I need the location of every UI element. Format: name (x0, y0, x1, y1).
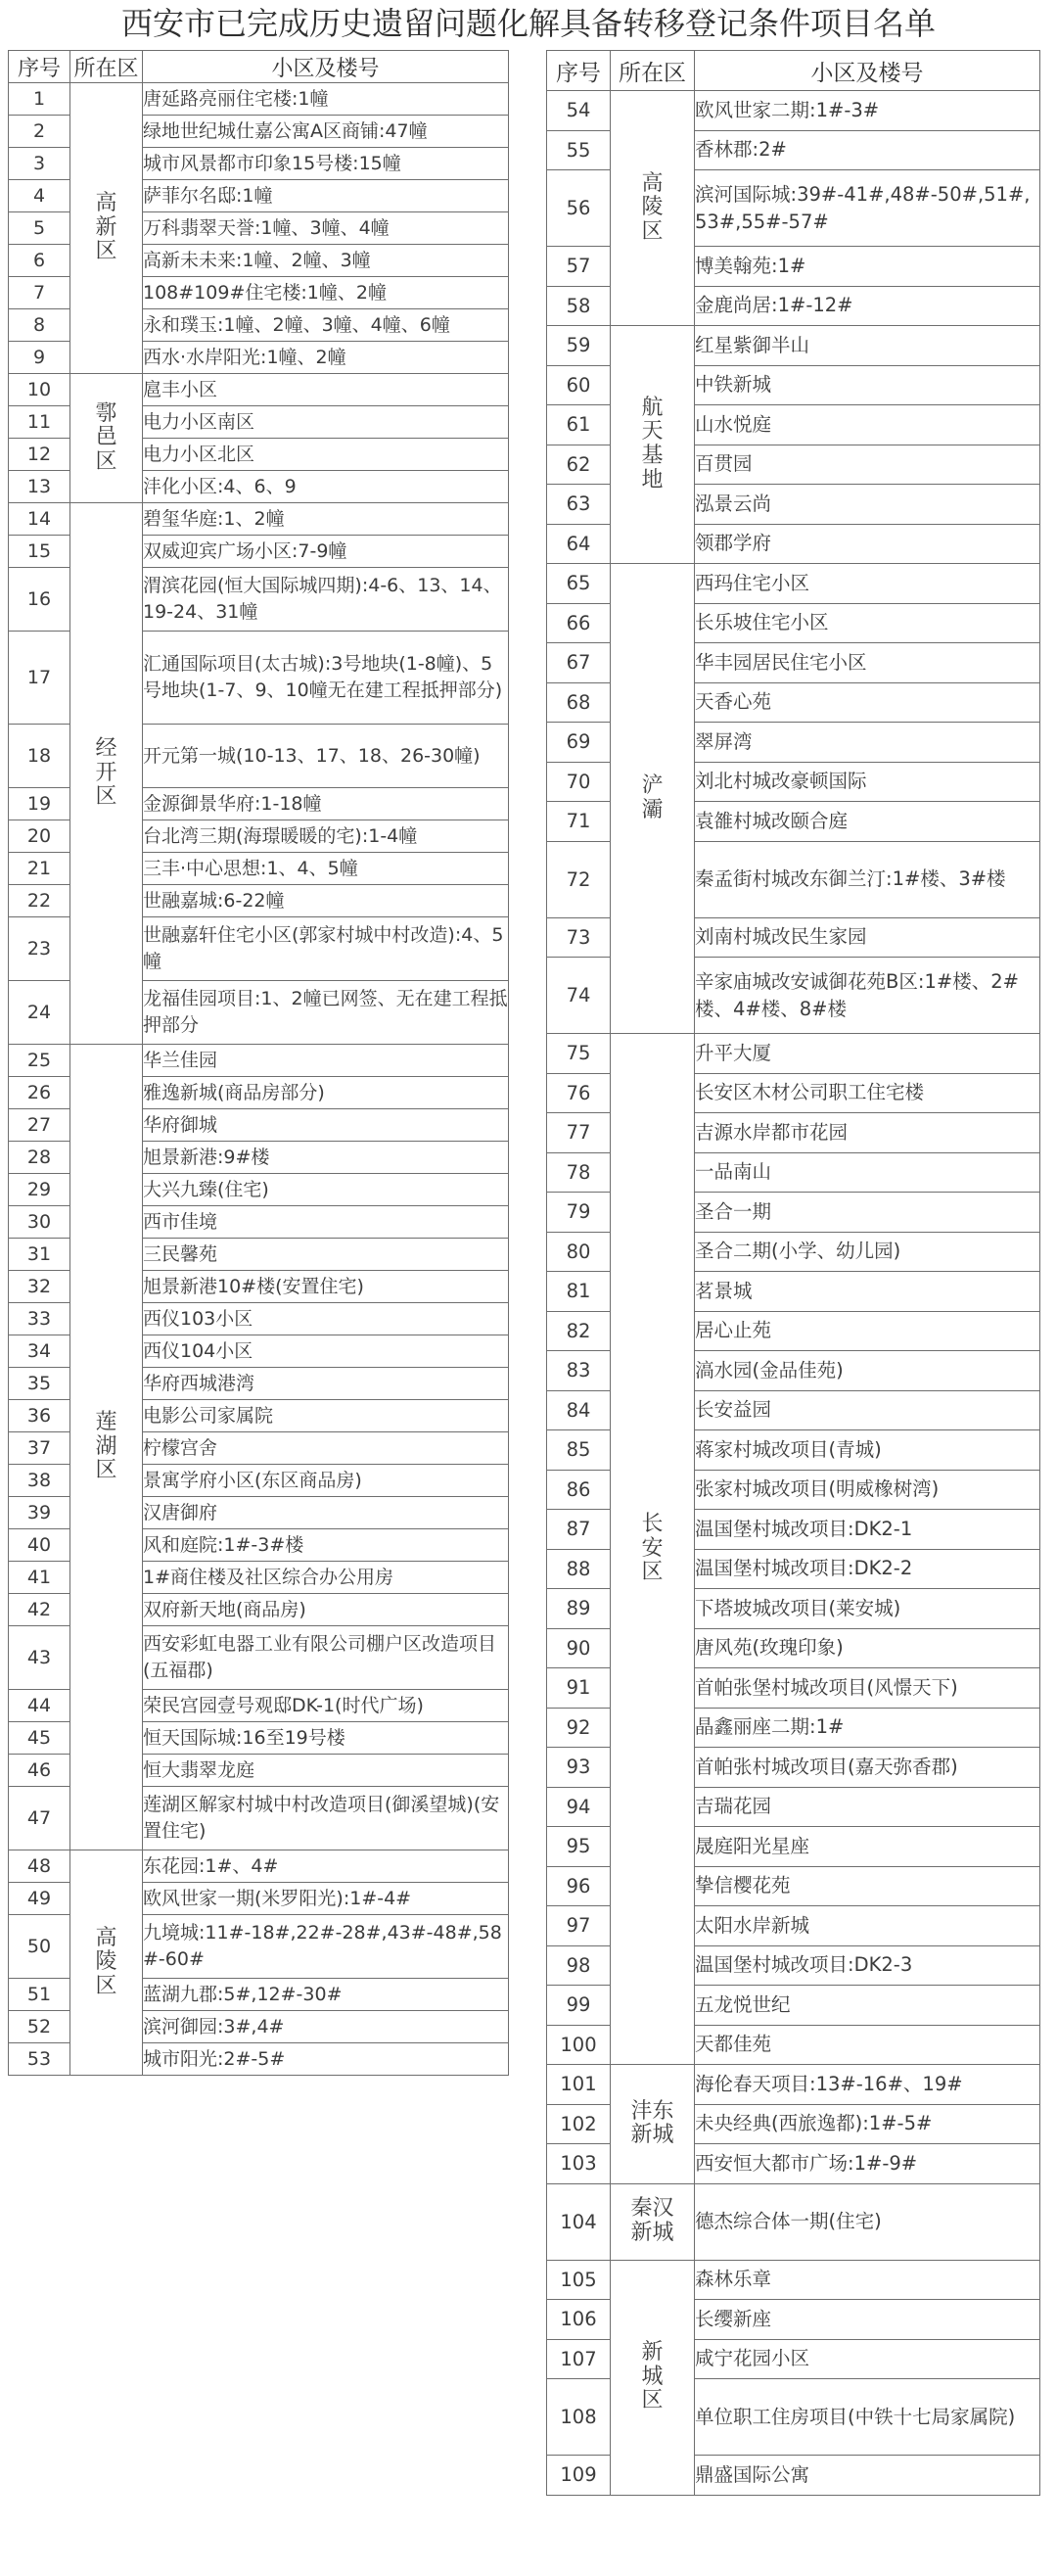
row-item: 旭景新港:9#楼 (143, 1142, 509, 1174)
row-num: 49 (9, 1883, 70, 1915)
row-num: 65 (547, 564, 611, 604)
row-num: 90 (547, 1628, 611, 1668)
table-row (547, 1034, 1040, 1074)
row-num: 60 (547, 365, 611, 405)
row-item: 柠檬宫舍 (143, 1432, 509, 1465)
row-item: 台北湾三期(海璟暖暖的宅):1-4幢 (143, 820, 509, 853)
row-item: 中铁新城 (695, 365, 1040, 405)
row-num: 103 (547, 2144, 611, 2184)
row-item: 龙福佳园项目:1、2幢已网签、无在建工程抵押部分 (143, 981, 509, 1045)
row-num: 48 (9, 1850, 70, 1883)
row-item: 五龙悦世纪 (695, 1986, 1040, 2026)
row-num: 7 (9, 277, 70, 309)
row-item: 鼎盛国际公寓 (695, 2456, 1040, 2496)
district-cell (70, 503, 143, 1045)
row-item: 刘南村城改民生家园 (695, 917, 1040, 958)
row-item: 渭滨花园(恒大国际城四期):4-6、13、14、19-24、31幢 (143, 568, 509, 632)
row-item: 滨河御园:3#,4# (143, 2011, 509, 2043)
row-num: 46 (9, 1755, 70, 1787)
district-label: 长安区 (641, 1512, 664, 1585)
row-num: 45 (9, 1722, 70, 1755)
row-item: 居心止苑 (695, 1311, 1040, 1351)
row-num: 27 (9, 1109, 70, 1142)
row-item: 西市佳境 (143, 1206, 509, 1239)
row-item: 东花园:1#、4# (143, 1850, 509, 1883)
row-num: 79 (547, 1193, 611, 1233)
row-num: 89 (547, 1589, 611, 1629)
district-cell (70, 374, 143, 503)
row-num: 6 (9, 245, 70, 277)
row-item: 双府新天地(商品房) (143, 1594, 509, 1626)
page-title: 西安市已完成历史遗留问题化解具备转移登记条件项目名单 (120, 5, 936, 42)
row-num: 9 (9, 342, 70, 374)
row-item: 太阳水岸新城 (695, 1906, 1040, 1946)
row-num: 22 (9, 885, 70, 917)
row-num: 14 (9, 503, 70, 536)
table-row (9, 503, 509, 536)
row-num: 26 (9, 1077, 70, 1109)
row-num: 84 (547, 1390, 611, 1430)
row-item: 华府西城港湾 (143, 1368, 509, 1400)
row-num: 95 (547, 1827, 611, 1867)
district-label: 航天基地 (641, 395, 664, 492)
row-num: 94 (547, 1787, 611, 1827)
row-num: 76 (547, 1073, 611, 1113)
row-num: 17 (9, 632, 70, 725)
row-num: 13 (9, 471, 70, 503)
district-cell (611, 2183, 695, 2260)
row-num: 29 (9, 1174, 70, 1206)
table-row (547, 326, 1040, 366)
table-row (9, 374, 509, 406)
district-cell (70, 1850, 143, 2076)
row-item: 天都佳苑 (695, 2025, 1040, 2065)
row-num: 85 (547, 1430, 611, 1471)
row-item: 圣合一期 (695, 1193, 1040, 1233)
row-num: 52 (9, 2011, 70, 2043)
row-item: 电力小区北区 (143, 439, 509, 471)
district-cell (611, 564, 695, 1034)
row-item: 滈水园(金品佳苑) (695, 1351, 1040, 1391)
row-item: 碧玺华庭:1、2幢 (143, 503, 509, 536)
row-item: 大兴九臻(住宅) (143, 1174, 509, 1206)
project-table-left (8, 50, 509, 2076)
row-num: 101 (547, 2065, 611, 2105)
row-num: 30 (9, 1206, 70, 1239)
row-item: 山水悦庭 (695, 405, 1040, 445)
row-item: 西水·水岸阳光:1幢、2幢 (143, 342, 509, 374)
district-cell (611, 91, 695, 326)
row-item: 华丰园居民住宅小区 (695, 643, 1040, 683)
row-item: 蒋家村城改项目(青城) (695, 1430, 1040, 1471)
row-item: 万科翡翠天誉:1幢、3幢、4幢 (143, 212, 509, 245)
row-item: 西安彩虹电器工业有限公司棚户区改造项目(五福郡) (143, 1626, 509, 1690)
row-num: 72 (547, 841, 611, 917)
row-num: 57 (547, 247, 611, 287)
row-num: 62 (547, 445, 611, 485)
table-row (547, 564, 1040, 604)
row-num: 59 (547, 326, 611, 366)
row-num: 106 (547, 2300, 611, 2340)
row-num: 88 (547, 1549, 611, 1589)
row-item: 张家村城改项目(明威橡树湾) (695, 1470, 1040, 1510)
row-num: 39 (9, 1497, 70, 1529)
row-item: 金鹿尚居:1#-12# (695, 286, 1040, 326)
table-row (9, 1850, 509, 1883)
row-item: 茗景城 (695, 1272, 1040, 1312)
row-item: 德杰综合体一期(住宅) (695, 2183, 1040, 2260)
row-num: 92 (547, 1708, 611, 1748)
row-num: 12 (9, 439, 70, 471)
row-num: 5 (9, 212, 70, 245)
row-num: 35 (9, 1368, 70, 1400)
row-item: 升平大厦 (695, 1034, 1040, 1074)
row-num: 86 (547, 1470, 611, 1510)
row-item: 三民馨苑 (143, 1239, 509, 1271)
table-row (547, 2183, 1040, 2260)
row-num: 43 (9, 1626, 70, 1690)
row-item: 首帕张堡村城改项目(风憬天下) (695, 1668, 1040, 1709)
row-num: 58 (547, 286, 611, 326)
row-num: 31 (9, 1239, 70, 1271)
row-num: 81 (547, 1272, 611, 1312)
table-row (547, 91, 1040, 131)
row-item: 汇通国际项目(太古城):3号地块(1-8幢)、5号地块(1-7、9、10幢无在建工程抵押部分) (143, 632, 509, 725)
row-item: 刘北村城改豪顿国际 (695, 762, 1040, 802)
row-num: 20 (9, 820, 70, 853)
row-num: 63 (547, 485, 611, 525)
row-item: 博美翰苑:1# (695, 247, 1040, 287)
table-header-row (9, 51, 509, 83)
district-cell (70, 1045, 143, 1850)
project-table-right (546, 50, 1040, 2496)
row-num: 83 (547, 1351, 611, 1391)
row-item: 挚信樱花苑 (695, 1866, 1040, 1906)
row-item: 世融嘉轩住宅小区(郭家村城中村改造):4、5幢 (143, 917, 509, 981)
row-num: 102 (547, 2104, 611, 2144)
row-item: 雅逸新城(商品房部分) (143, 1077, 509, 1109)
row-num: 47 (9, 1787, 70, 1850)
district-label: 鄠邑区 (95, 400, 117, 474)
row-item: 九境城:11#-18#,22#-28#,43#-48#,58#-60# (143, 1915, 509, 1979)
row-num: 107 (547, 2339, 611, 2379)
row-item: 西安恒大都市广场:1#-9# (695, 2144, 1040, 2184)
district-label: 经开区 (95, 736, 117, 810)
row-num: 66 (547, 603, 611, 643)
row-num: 105 (547, 2260, 611, 2300)
row-item: 汉唐御府 (143, 1497, 509, 1529)
row-item: 圣合二期(小学、幼儿园) (695, 1232, 1040, 1272)
row-num: 80 (547, 1232, 611, 1272)
row-item: 世融嘉城:6-22幢 (143, 885, 509, 917)
row-item: 绿地世纪城仕嘉公寓A区商铺:47幢 (143, 116, 509, 148)
row-num: 37 (9, 1432, 70, 1465)
row-item: 恒大翡翠龙庭 (143, 1755, 509, 1787)
row-num: 74 (547, 958, 611, 1034)
row-item: 电力小区南区 (143, 406, 509, 439)
row-item: 景寓学府小区(东区商品房) (143, 1465, 509, 1497)
row-item: 金源御景华府:1-18幢 (143, 788, 509, 820)
row-num: 32 (9, 1271, 70, 1303)
row-item: 旭景新港10#楼(安置住宅) (143, 1271, 509, 1303)
district-cell (611, 1034, 695, 2065)
row-item: 西仪104小区 (143, 1335, 509, 1368)
row-num: 1 (9, 83, 70, 116)
row-item: 晟庭阳光星座 (695, 1827, 1040, 1867)
row-num: 91 (547, 1668, 611, 1709)
row-num: 15 (9, 536, 70, 568)
header-district: 所在区 (70, 51, 143, 83)
row-item: 首帕张村城改项目(嘉天弥香郡) (695, 1748, 1040, 1788)
district-label: 沣东新城 (630, 2098, 674, 2148)
row-num: 100 (547, 2025, 611, 2065)
row-num: 2 (9, 116, 70, 148)
row-item: 蓝湖九郡:5#,12#-30# (143, 1979, 509, 2011)
row-num: 54 (547, 91, 611, 131)
row-item: 风和庭院:1#-3#楼 (143, 1529, 509, 1562)
row-item: 唐延路亮丽住宅楼:1幢 (143, 83, 509, 116)
row-item: 长缨新座 (695, 2300, 1040, 2340)
row-item: 温国堡村城改项目:DK2-2 (695, 1549, 1040, 1589)
row-item: 欧风世家一期(米罗阳光):1#-4# (143, 1883, 509, 1915)
row-num: 55 (547, 130, 611, 170)
header-item: 小区及楼号 (695, 51, 1040, 91)
district-cell (611, 326, 695, 564)
row-num: 82 (547, 1311, 611, 1351)
row-num: 70 (547, 762, 611, 802)
row-num: 73 (547, 917, 611, 958)
row-num: 98 (547, 1945, 611, 1986)
row-num: 99 (547, 1986, 611, 2026)
district-cell (611, 2260, 695, 2495)
row-item: 海伦春天项目:13#-16#、19# (695, 2065, 1040, 2105)
row-item: 华府御城 (143, 1109, 509, 1142)
row-num: 69 (547, 723, 611, 763)
row-num: 87 (547, 1510, 611, 1550)
row-item: 辛家庙城改安诚御花苑B区:1#楼、2#楼、4#楼、8#楼 (695, 958, 1040, 1034)
row-item: 天香心苑 (695, 682, 1040, 723)
row-item: 恒天国际城:16至19号楼 (143, 1722, 509, 1755)
row-num: 75 (547, 1034, 611, 1074)
row-item: 永和璞玉:1幢、2幢、3幢、4幢、6幢 (143, 309, 509, 342)
row-item: 领郡学府 (695, 524, 1040, 564)
row-num: 3 (9, 148, 70, 180)
district-label: 浐灞 (641, 773, 664, 822)
row-item: 咸宁花园小区 (695, 2339, 1040, 2379)
row-item: 城市阳光:2#-5# (143, 2043, 509, 2076)
district-label: 高陵区 (95, 1925, 117, 1998)
row-num: 97 (547, 1906, 611, 1946)
row-num: 11 (9, 406, 70, 439)
district-label: 秦汉新城 (630, 2196, 674, 2245)
row-num: 104 (547, 2183, 611, 2260)
row-item: 电影公司家属院 (143, 1400, 509, 1432)
row-item: 滨河国际城:39#-41#,48#-50#,51#,53#,55#-57# (695, 170, 1040, 247)
row-num: 41 (9, 1562, 70, 1594)
row-item: 高新未未来:1幢、2幢、3幢 (143, 245, 509, 277)
row-num: 19 (9, 788, 70, 820)
row-item: 华兰佳园 (143, 1045, 509, 1077)
row-num: 16 (9, 568, 70, 632)
row-num: 56 (547, 170, 611, 247)
header-num: 序号 (547, 51, 611, 91)
row-item: 森林乐章 (695, 2260, 1040, 2300)
district-label: 新城区 (641, 2340, 664, 2413)
district-label: 高陵区 (641, 170, 664, 244)
row-item: 温国堡村城改项目:DK2-1 (695, 1510, 1040, 1550)
row-item: 开元第一城(10-13、17、18、26-30幢) (143, 725, 509, 788)
header-district: 所在区 (611, 51, 695, 91)
row-item: 香林郡:2# (695, 130, 1040, 170)
row-num: 108 (547, 2379, 611, 2456)
row-num: 96 (547, 1866, 611, 1906)
row-item: 百贯园 (695, 445, 1040, 485)
row-num: 71 (547, 802, 611, 842)
row-num: 50 (9, 1915, 70, 1979)
row-num: 109 (547, 2456, 611, 2496)
row-item: 未央经典(西旅逸都):1#-5# (695, 2104, 1040, 2144)
row-num: 36 (9, 1400, 70, 1432)
table-header-row (547, 51, 1040, 91)
row-num: 18 (9, 725, 70, 788)
row-item: 扈丰小区 (143, 374, 509, 406)
district-cell (70, 83, 143, 374)
row-num: 34 (9, 1335, 70, 1368)
row-item: 翠屏湾 (695, 723, 1040, 763)
row-num: 23 (9, 917, 70, 981)
row-item: 沣化小区:4、6、9 (143, 471, 509, 503)
row-item: 单位职工住房项目(中铁十七局家属院) (695, 2379, 1040, 2456)
row-num: 28 (9, 1142, 70, 1174)
row-num: 33 (9, 1303, 70, 1335)
row-num: 38 (9, 1465, 70, 1497)
row-num: 4 (9, 180, 70, 212)
row-num: 64 (547, 524, 611, 564)
header-item: 小区及楼号 (143, 51, 509, 83)
row-item: 袁雒村城改颐合庭 (695, 802, 1040, 842)
row-num: 42 (9, 1594, 70, 1626)
row-num: 21 (9, 853, 70, 885)
row-item: 长安区木材公司职工住宅楼 (695, 1073, 1040, 1113)
row-item: 双威迎宾广场小区:7-9幢 (143, 536, 509, 568)
row-item: 温国堡村城改项目:DK2-3 (695, 1945, 1040, 1986)
row-item: 下塔坡城改项目(莱安城) (695, 1589, 1040, 1629)
row-item: 长乐坡住宅小区 (695, 603, 1040, 643)
row-item: 一品南山 (695, 1152, 1040, 1193)
row-item: 西玛住宅小区 (695, 564, 1040, 604)
header-num: 序号 (9, 51, 70, 83)
row-num: 51 (9, 1979, 70, 2011)
table-row (547, 2065, 1040, 2105)
row-item: 莲湖区解家村城中村改造项目(御溪望城)(安置住宅) (143, 1787, 509, 1850)
row-num: 67 (547, 643, 611, 683)
table-row (547, 2260, 1040, 2300)
row-item: 泓景云尚 (695, 485, 1040, 525)
row-item: 三丰·中心思想:1、4、5幢 (143, 853, 509, 885)
row-num: 40 (9, 1529, 70, 1562)
row-item: 红星紫御半山 (695, 326, 1040, 366)
row-item: 萨菲尔名邸:1幢 (143, 180, 509, 212)
row-item: 西仪103小区 (143, 1303, 509, 1335)
district-label: 高新区 (95, 191, 117, 264)
district-cell (611, 2065, 695, 2184)
row-num: 24 (9, 981, 70, 1045)
row-num: 10 (9, 374, 70, 406)
row-item: 吉瑞花园 (695, 1787, 1040, 1827)
row-item: 晶鑫丽座二期:1# (695, 1708, 1040, 1748)
row-num: 78 (547, 1152, 611, 1193)
row-item: 108#109#住宅楼:1幢、2幢 (143, 277, 509, 309)
row-item: 1#商住楼及社区综合办公用房 (143, 1562, 509, 1594)
row-num: 44 (9, 1690, 70, 1722)
row-num: 61 (547, 405, 611, 445)
row-num: 93 (547, 1748, 611, 1788)
row-item: 欧风世家二期:1#-3# (695, 91, 1040, 131)
row-item: 吉源水岸都市花园 (695, 1113, 1040, 1153)
row-item: 荣民宫园壹号观邸DK-1(时代广场) (143, 1690, 509, 1722)
row-num: 8 (9, 309, 70, 342)
table-row (9, 83, 509, 116)
row-num: 53 (9, 2043, 70, 2076)
row-item: 城市风景都市印象15号楼:15幢 (143, 148, 509, 180)
row-item: 长安益园 (695, 1390, 1040, 1430)
table-row (9, 1045, 509, 1077)
row-item: 秦孟街村城改东御兰汀:1#楼、3#楼 (695, 841, 1040, 917)
row-num: 77 (547, 1113, 611, 1153)
row-num: 68 (547, 682, 611, 723)
row-item: 唐风苑(玫瑰印象) (695, 1628, 1040, 1668)
district-label: 莲湖区 (95, 1410, 117, 1483)
row-num: 25 (9, 1045, 70, 1077)
